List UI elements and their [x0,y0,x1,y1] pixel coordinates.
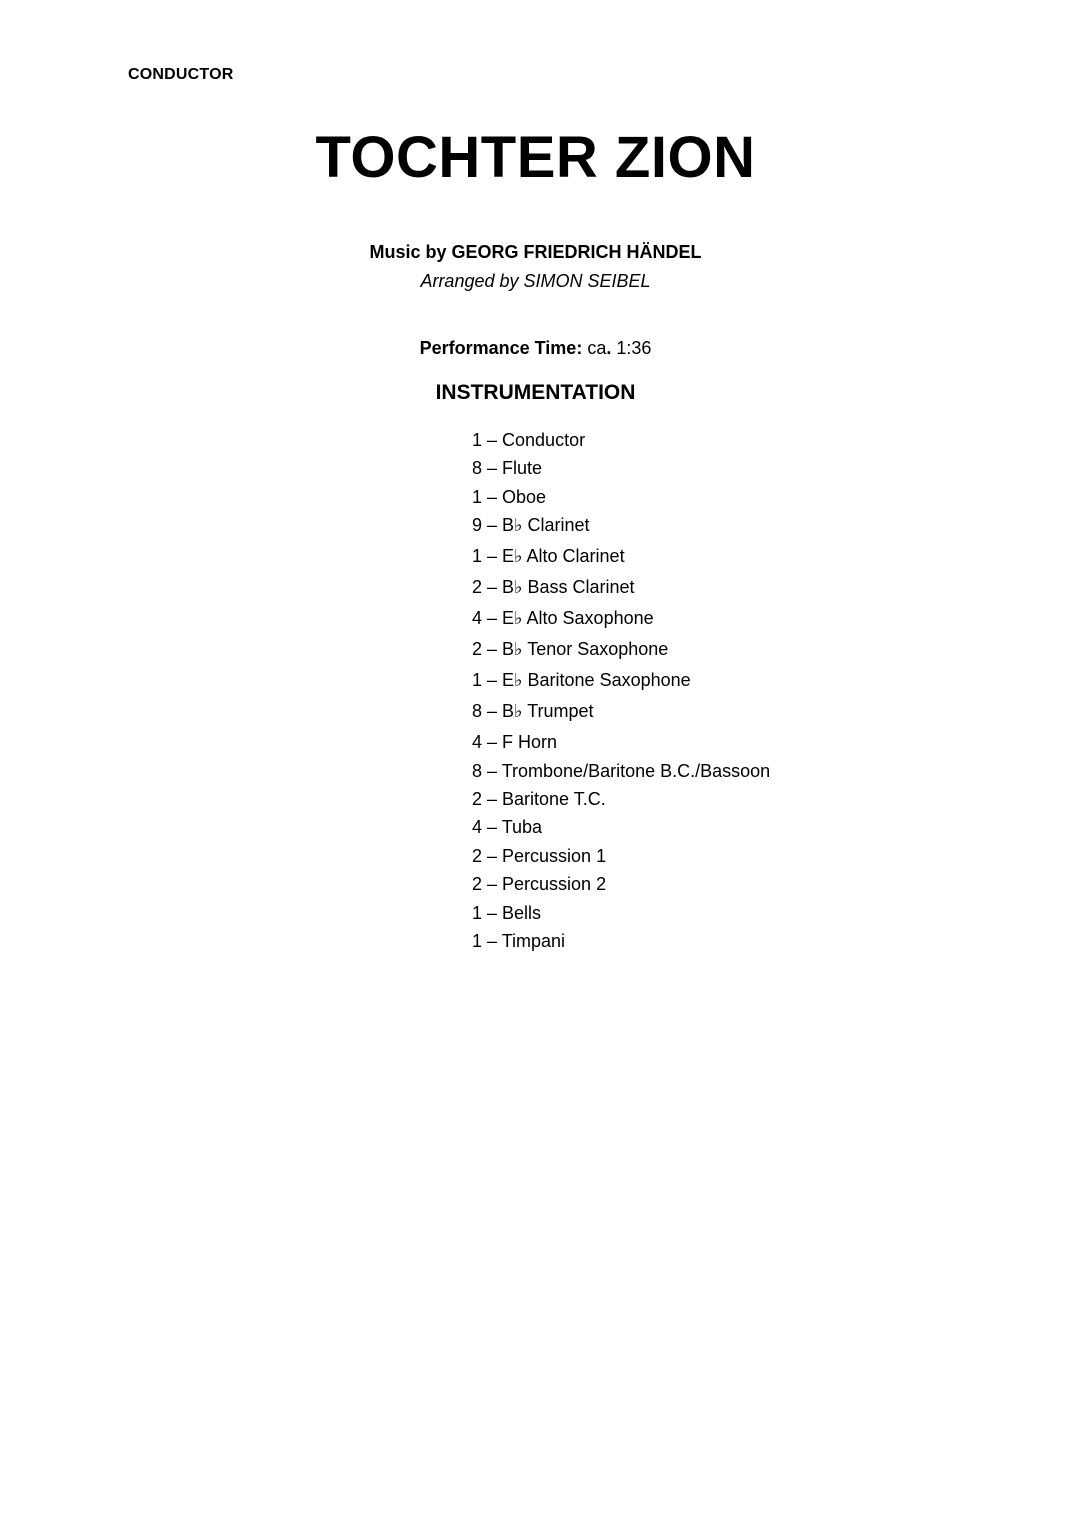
instrument-item: 2 – B♭ Bass Clarinet [472,577,635,598]
instrument-item: 2 – Baritone T.C. [472,788,606,809]
instrument-item: 9 – B♭ Clarinet [472,515,590,536]
piece-title: TOCHTER ZION [315,125,756,190]
instrument-item: 1 – Bells [472,902,542,923]
performance-time-prefix: ca [587,338,607,358]
composer-credit: Music by GEORG FRIEDRICH HÄNDEL [369,242,702,262]
instrument-item: 1 – E♭ Baritone Saxophone [472,670,691,691]
instrument-item: 2 – Percussion 2 [472,874,607,895]
arranger-credit: Arranged by SIMON SEIBEL [420,271,651,291]
instrument-item: 2 – B♭ Tenor Saxophone [472,639,669,660]
instrument-item: 1 – Timpani [472,930,566,951]
performance-time [0,338,1071,359]
instrument-item: 1 – E♭ Alto Clarinet [472,546,625,567]
instrument-list [472,426,770,955]
instrument-item: 8 – Flute [472,458,543,479]
instrument-item: 4 – F Horn [472,732,558,753]
performance-time-label: Performance Time: [419,338,583,358]
part-label: CONDUCTOR [128,66,234,83]
instrument-item: 1 – Oboe [472,486,547,507]
instrument-item: 8 – Trombone/Baritone B.C./Bassoon [472,760,771,781]
instrument-item: 2 – Percussion 1 [472,845,607,866]
instrument-item: 4 – E♭ Alto Saxophone [472,608,654,629]
performance-time-value: 1:36 [616,338,652,358]
instrument-item: 4 – Tuba [472,817,543,838]
instrumentation-heading: INSTRUMENTATION [435,381,636,404]
instrument-item: 1 – Conductor [472,430,586,450]
instrument-item: 8 – B♭ Trumpet [472,701,594,722]
performance-time-dot: . [606,338,612,358]
